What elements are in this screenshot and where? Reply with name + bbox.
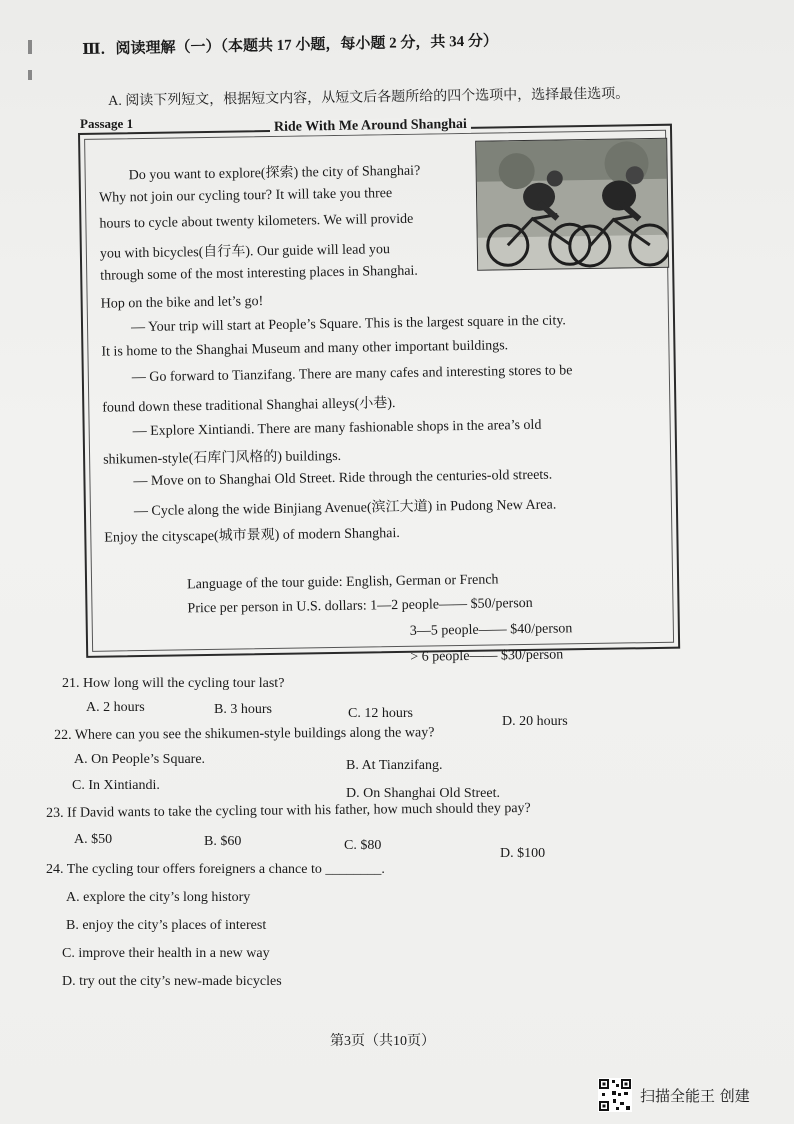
option-24-d: D. try out the city’s new-made bicycles — [62, 974, 282, 989]
question-21: 21. How long will the cycling tour last? — [62, 676, 285, 691]
option-22-b: B. At Tianzifang. — [346, 758, 443, 773]
option-23-a: A. $50 — [74, 832, 113, 847]
cyclists-photo — [475, 138, 669, 271]
option-24-c: C. improve their health in a new way — [62, 946, 270, 961]
passage-label: Passage 1 — [80, 116, 134, 131]
stop-binjiang-detail: Enjoy the cityscape(城市景观) of modern Shanghai. — [104, 525, 400, 546]
section-instructions: A. 阅读下列短文，根据短文内容，从短文后各题所给的四个选项中，选择最佳选项。 — [108, 86, 630, 109]
stop-tianzifang: — Go forward to Tianzifang. There are many cafes and interesting stores to be — [131, 363, 573, 386]
scan-margin-mark — [28, 70, 32, 80]
page-number: 第3页（共10页） — [330, 1034, 435, 1049]
question-24: 24. The cycling tour offers foreigners a chance to ________. — [46, 862, 385, 877]
stop-tianzifang-detail: found down these traditional Shanghai alleys(小巷). — [102, 396, 396, 416]
option-21-d: D. 20 hours — [502, 714, 568, 729]
passage-title: Ride With Me Around Shanghai — [270, 117, 471, 136]
cyclists-illustration — [476, 139, 668, 270]
option-24-b: B. enjoy the city’s places of interest — [66, 918, 267, 933]
tour-language: Language of the tour guide: English, German or French — [186, 572, 499, 593]
stop-binjiang-avenue: — Cycle along the wide Binjiang Avenue(滨江大道) in Pudong New Area. — [133, 497, 557, 520]
stop-people-square: — Your trip will start at People’s Square. This is the largest square in the city. — [130, 313, 566, 336]
option-21-a: A. 2 hours — [86, 700, 145, 715]
intro-line: Hop on the bike and let’s go! — [100, 294, 264, 312]
stop-old-street: — Move on to Shanghai Old Street. Ride through the centuries-old streets. — [133, 467, 553, 490]
scanner-watermark — [598, 1078, 750, 1112]
question-23: 23. If David wants to take the cycling tour with his father, how much should they pay? — [46, 800, 531, 821]
scanner-app-label: 扫描全能王 创建 — [640, 1086, 750, 1105]
intro-line: hours to cycle about twenty kilometers. We will provide — [99, 211, 414, 232]
stop-xintiandi-detail: shikumen-style(石库门风格的) buildings. — [103, 448, 342, 468]
option-21-b: B. 3 hours — [214, 702, 272, 717]
price-3-5: 3—5 people—— $40/person — [409, 621, 573, 639]
question-22: 22. Where can you see the shikumen-style buildings along the way? — [54, 725, 435, 743]
intro-line: through some of the most interesting places in Shanghai. — [100, 263, 419, 284]
price-6-plus: > 6 people—— $30/person — [410, 647, 564, 665]
option-22-a: A. On People’s Square. — [74, 752, 206, 767]
option-23-b: B. $60 — [204, 834, 242, 849]
option-22-d: D. On Shanghai Old Street. — [346, 786, 500, 801]
qr-code-icon — [598, 1078, 632, 1112]
option-23-d: D. $100 — [500, 846, 546, 861]
intro-line: you with bicycles(自行车). Our guide will lead you — [99, 242, 391, 262]
option-24-a: A. explore the city’s long history — [66, 890, 251, 905]
option-22-c: C. In Xintiandi. — [72, 778, 160, 793]
intro-line: Why not join our cycling tour? It will take you three — [98, 186, 393, 206]
option-21-c: C. 12 hours — [348, 706, 413, 721]
scan-margin-mark — [28, 40, 32, 54]
stop-people-square-detail: It is home to the Shanghai Museum and many other important buildings. — [101, 338, 509, 360]
intro-line: Do you want to explore(探索) the city of Shanghai? — [128, 163, 421, 184]
price-1-2: Price per person in U.S. dollars: 1—2 people—— $50/person — [187, 595, 533, 617]
option-23-c: C. $80 — [344, 838, 382, 853]
section-title: Ⅲ．阅读理解（一）（本题共 17 小题，每小题 2 分，共 34 分） — [82, 33, 499, 58]
stop-xintiandi: — Explore Xintiandi. There are many fashionable shops in the area’s old — [132, 417, 542, 440]
